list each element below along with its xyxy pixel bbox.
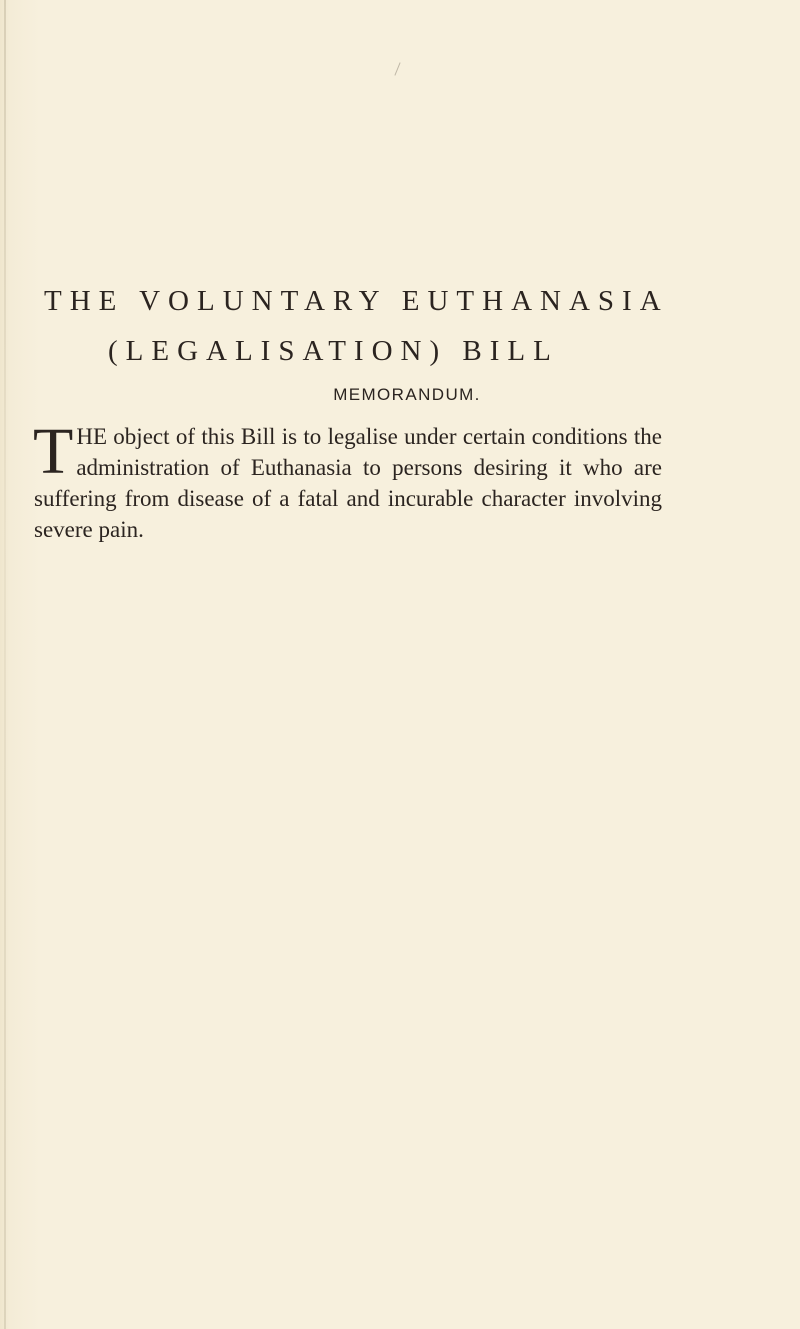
memorandum-paragraph (33, 415, 662, 545)
bill-title-line-1: THE VOLUNTARY EUTHANASIA (44, 285, 669, 317)
paragraph-text: HE object of this Bill is to legalise under certain conditions the administration of Euthanasia to persons desiring it who are suffering from disease of a fatal and incurable character involving severe pain. (34, 424, 662, 542)
page-mark (394, 62, 400, 75)
bill-title-line-2: (LEGALISATION) BILL (108, 335, 559, 367)
bill-title (44, 276, 704, 376)
drop-cap: T (33, 415, 74, 488)
page-edge (4, 0, 6, 1329)
memorandum-heading: MEMORANDUM. (333, 385, 481, 404)
